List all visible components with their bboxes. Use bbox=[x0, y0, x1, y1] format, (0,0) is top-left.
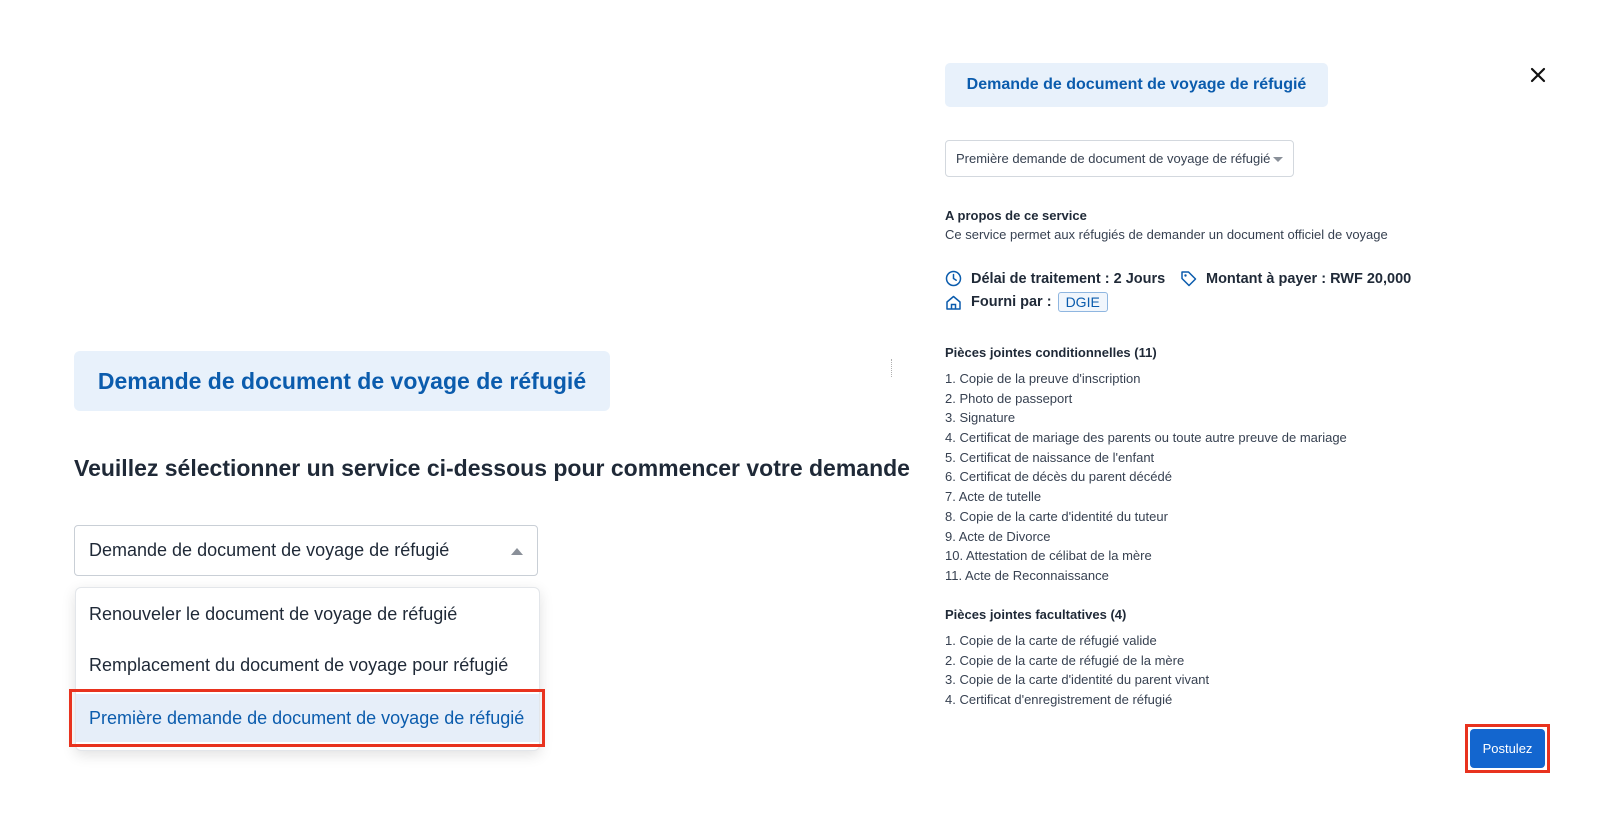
list-item: 8. Copie de la carte d'identité du tuteur bbox=[945, 508, 1168, 524]
service-select-value: Demande de document de voyage de réfugié bbox=[89, 540, 450, 560]
about-heading: A propos de ce service bbox=[945, 208, 1087, 223]
dropdown-option-renew[interactable]: Renouveler le document de voyage de réfugié bbox=[89, 603, 458, 624]
amount-to-pay bbox=[1180, 270, 1411, 287]
caret-up-icon bbox=[511, 548, 523, 555]
apply-button[interactable]: Postulez bbox=[1470, 729, 1545, 768]
about-description: Ce service permet aux réfugiés de demander un document officiel de voyage bbox=[945, 227, 1388, 242]
conditional-attachments-list bbox=[945, 369, 1347, 586]
left-title-banner bbox=[74, 351, 610, 411]
list-item: 10. Attestation de célibat de la mère bbox=[945, 548, 1152, 564]
conditional-attachments-heading: Pièces jointes conditionnelles (11) bbox=[945, 345, 1157, 360]
amount-text: Montant à payer : RWF 20,000 bbox=[1206, 270, 1412, 287]
chevron-down-icon bbox=[1273, 157, 1283, 162]
list-item: 11. Acte de Reconnaissance bbox=[945, 567, 1109, 583]
service-selection-instruction: Veuillez sélectionner un service ci-dessous pour commencer votre demande bbox=[74, 455, 910, 481]
optional-attachments-heading: Pièces jointes facultatives (4) bbox=[945, 607, 1127, 622]
list-item: 3. Signature bbox=[945, 410, 1016, 426]
dropdown-option-first-request[interactable]: Première demande de document de voyage de réfugié bbox=[76, 694, 539, 742]
service-variant-value: Première demande de document de voyage de réfugié bbox=[956, 151, 1271, 166]
home-icon bbox=[945, 294, 962, 311]
provider-row bbox=[945, 292, 1108, 312]
list-item: 6. Certificat de décès du parent décédé bbox=[945, 469, 1172, 485]
provider-label: Fourni par : bbox=[971, 294, 1052, 310]
service-variant-select[interactable] bbox=[945, 140, 1294, 177]
list-item: 2. Copie de la carte de réfugié de la mère bbox=[945, 652, 1185, 668]
list-item: 2. Photo de passeport bbox=[945, 390, 1073, 406]
list-item: 1. Copie de la preuve d'inscription bbox=[945, 371, 1141, 386]
optional-attachments-list bbox=[945, 631, 1209, 710]
service-dropdown-menu bbox=[75, 587, 540, 751]
list-item: 7. Acte de tutelle bbox=[945, 489, 1042, 505]
service-select[interactable] bbox=[74, 525, 538, 576]
right-page-title: Demande de document de voyage de réfugié bbox=[966, 76, 1307, 93]
processing-time-text: Délai de traitement : 2 Jours bbox=[971, 270, 1166, 287]
left-page-title: Demande de document de voyage de réfugié bbox=[97, 367, 587, 394]
tag-icon bbox=[1180, 270, 1197, 287]
list-item: 3. Copie de la carte d'identité du parent vivant bbox=[945, 672, 1210, 688]
close-button[interactable] bbox=[1527, 64, 1549, 86]
divider-mark bbox=[891, 359, 893, 377]
list-item: 1. Copie de la carte de réfugié valide bbox=[945, 633, 1157, 648]
clock-icon bbox=[945, 270, 962, 287]
list-item: 9. Acte de Divorce bbox=[945, 528, 1051, 544]
processing-time bbox=[945, 270, 1165, 287]
list-item: 4. Certificat d'enregistrement de réfugié bbox=[945, 692, 1173, 708]
dropdown-option-replacement[interactable]: Remplacement du document de voyage pour réfugié bbox=[89, 654, 509, 675]
right-title-banner bbox=[945, 63, 1328, 107]
close-icon bbox=[1527, 64, 1549, 86]
list-item: 5. Certificat de naissance de l'enfant bbox=[945, 449, 1155, 465]
list-item: 4. Certificat de mariage des parents ou toute autre preuve de mariage bbox=[945, 430, 1347, 446]
provider-badge: DGIE bbox=[1058, 292, 1108, 312]
